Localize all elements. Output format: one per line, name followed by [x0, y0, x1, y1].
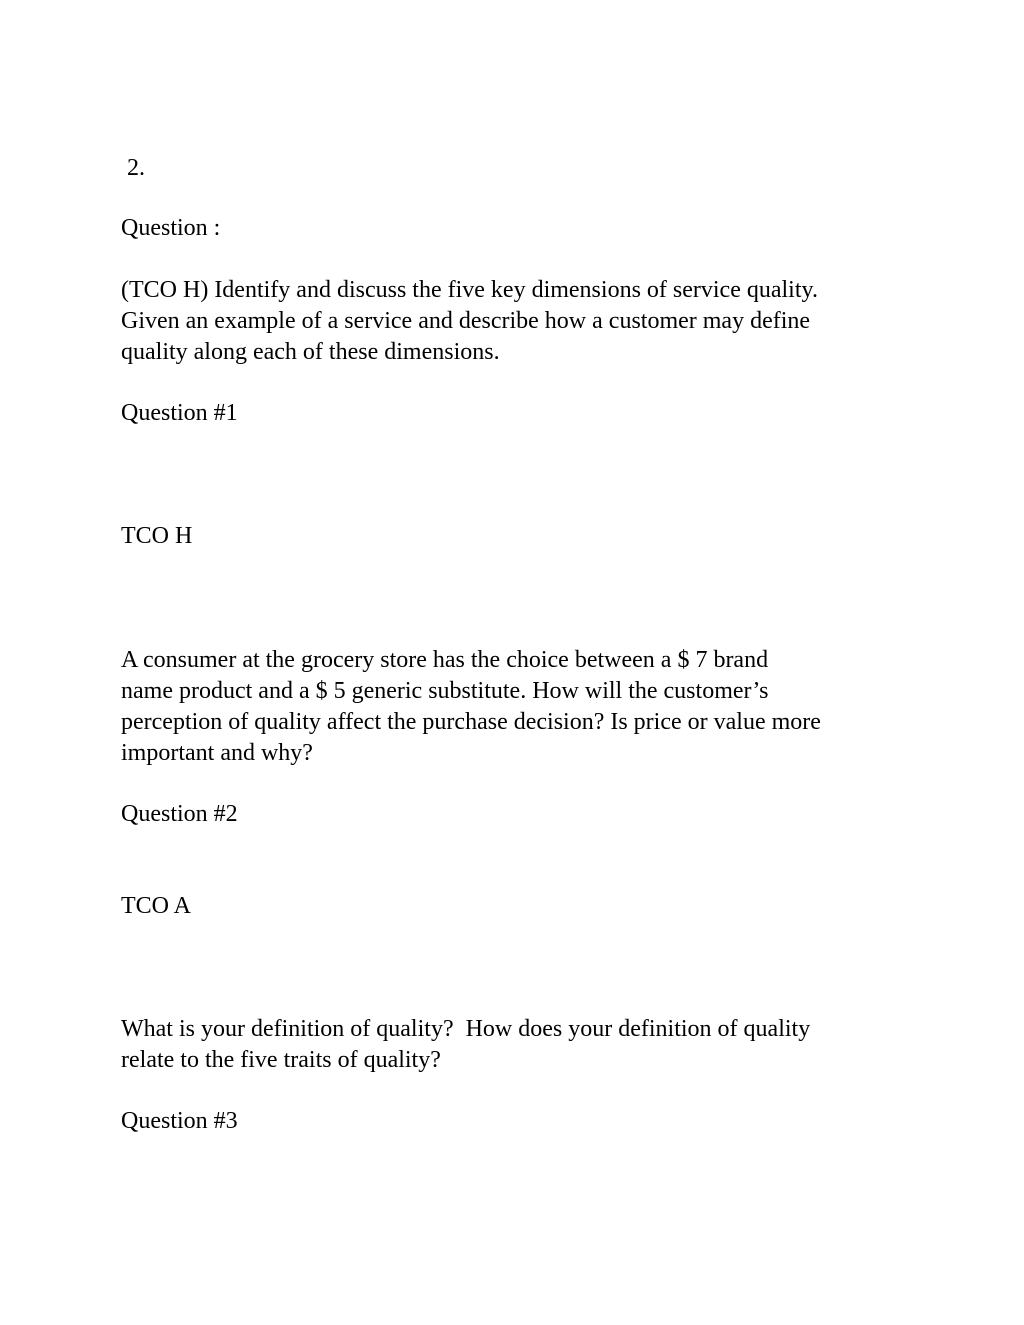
question-1-tco: TCO H: [121, 523, 193, 549]
main-question-line: quality along each of these dimensions.: [121, 339, 500, 365]
question-2-heading: Question #2: [121, 801, 238, 827]
question-3-heading: Question #3: [121, 1108, 238, 1134]
question-1-line: A consumer at the grocery store has the choice between a $ 7 brand: [121, 647, 769, 673]
question-1-text: [121, 645, 921, 769]
main-question: [121, 275, 921, 368]
question-1-line: name product and a $ 5 generic substitute. How will the customer’s: [121, 678, 769, 704]
question-2-line: What is your definition of quality? How does your definition of quality: [121, 1016, 811, 1042]
main-question-line: Given an example of a service and describe how a customer may define: [121, 308, 811, 334]
question-2-text: [121, 1014, 921, 1076]
item-number: 2.: [121, 155, 145, 181]
main-question-line: (TCO H) Identify and discuss the five key dimensions of service quality.: [121, 277, 818, 303]
question-2-tco: TCO A: [121, 893, 192, 919]
question-heading: Question :: [121, 215, 221, 241]
question-1-heading: Question #1: [121, 400, 238, 426]
question-1-line: perception of quality affect the purchase decision? Is price or value more: [121, 709, 821, 735]
question-2-line: relate to the five traits of quality?: [121, 1047, 441, 1073]
question-1-line: important and why?: [121, 740, 313, 766]
